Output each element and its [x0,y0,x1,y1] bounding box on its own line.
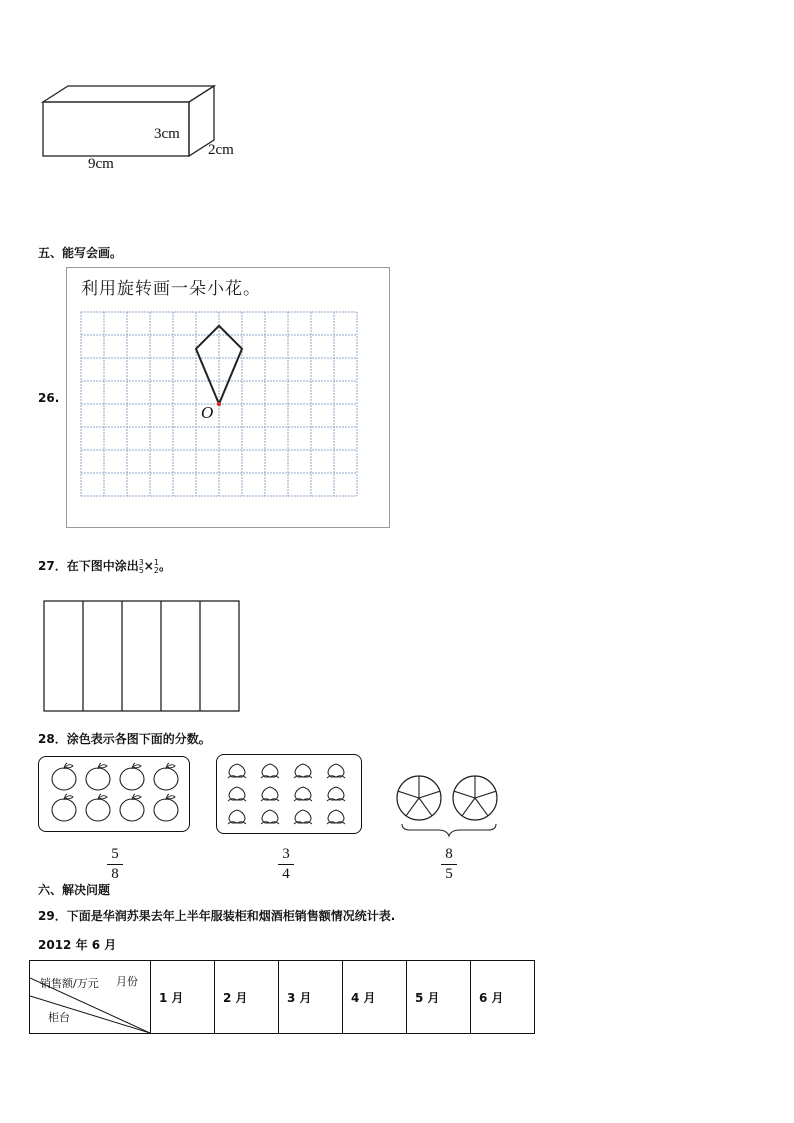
month-4: 4 月 [343,961,407,1034]
apple-leaf-icon [133,796,141,799]
peach-leaf-icon [228,822,246,824]
apple-leaf-icon [99,765,107,768]
apple-leaf-icon [99,796,107,799]
q27-f2-num: 1 [153,557,159,567]
q26-instruction: 利用旋转画一朵小花。 [81,279,261,299]
q29-date: 2012 年 6 月 [38,938,117,952]
apple-leaf-icon [167,796,175,799]
peach-leaf-icon [261,799,279,801]
pie-divider [454,791,475,798]
peach-leaf-icon [294,822,312,824]
apple-icon [154,768,178,790]
q27-shading-rectangle[interactable] [43,600,241,714]
q29-text: 29．下面是华润苏果去年上半年服装柜和烟酒柜销售额情况统计表. [38,909,396,923]
peach-icon [229,810,245,823]
peach-leaf-icon [228,799,246,801]
circles-fraction [439,846,459,883]
peach-icon [328,764,344,777]
peach-icon [328,787,344,800]
apple-icon [52,768,76,790]
pie-divider [475,791,496,798]
header-counter: 柜台 [48,1011,70,1024]
apple-icon [120,799,144,821]
q28-text: 28．涂色表示各图下面的分数。 [38,732,211,746]
table-row [30,961,535,1034]
pie-divider [419,798,432,816]
peach-leaf-icon [327,799,345,801]
apple-icon [120,768,144,790]
circles-numerator: 8 [445,846,453,862]
q27-times: × [143,559,154,573]
peaches-fraction [276,846,296,883]
peach-icon [295,810,311,823]
pie-divider [406,798,419,816]
peach-icon [295,787,311,800]
peach-icon [229,764,245,777]
apples-grid [39,757,189,831]
width-label: 2cm [208,142,234,158]
header-month: 月份 [116,975,138,988]
apples-numerator: 5 [111,846,119,862]
pie-divider [398,791,419,798]
rotation-center-point [217,402,221,406]
peach-leaf-icon [327,776,345,778]
apple-leaf-icon [167,765,175,768]
peach-icon [328,810,344,823]
peach-icon [229,787,245,800]
q26-number: 26. [38,391,60,405]
section-5-title: 五、能写会画。 [38,246,123,260]
peaches-box[interactable] [216,754,362,834]
peaches-grid [217,755,361,833]
circles-figure[interactable] [392,770,502,838]
apple-leaf-icon [133,765,141,768]
q27-text [38,557,171,575]
section-6-title: 六、解决问题 [38,883,111,897]
q27-f1-den: 5 [138,565,144,575]
pie-divider [475,798,488,816]
height-label: 3cm [154,126,180,142]
point-o-label: O [201,403,214,422]
q27-f1-num: 3 [138,557,144,567]
apple-icon [154,799,178,821]
apples-fraction [105,846,125,883]
peaches-denominator: 4 [282,866,290,882]
peach-icon [295,764,311,777]
brace-icon [402,824,496,836]
apple-leaf-icon [65,796,73,799]
length-label: 9cm [88,156,114,172]
sales-table [29,960,535,1034]
peach-icon [262,787,278,800]
month-5: 5 月 [407,961,471,1034]
q27-prefix: 27．在下图中涂出 [38,559,139,573]
peach-icon [262,810,278,823]
month-1: 1 月 [151,961,215,1034]
outer-rectangle [44,601,239,711]
q27-f2-den: 2 [153,565,159,575]
apples-denominator: 8 [111,866,119,882]
apple-icon [86,768,110,790]
peaches-numerator: 3 [282,846,290,862]
pie-divider [462,798,475,816]
apple-leaf-icon [65,765,73,768]
apple-icon [86,799,110,821]
month-2: 2 月 [215,961,279,1034]
peach-leaf-icon [294,776,312,778]
circles-denominator: 5 [445,866,453,882]
cuboid-figure [38,82,258,182]
peach-leaf-icon [294,799,312,801]
apple-icon [52,799,76,821]
peach-leaf-icon [327,822,345,824]
peach-leaf-icon [261,822,279,824]
apples-box[interactable] [38,756,190,832]
month-6: 6 月 [471,961,535,1034]
header-sales: 销售额/万元 [40,977,99,990]
peach-leaf-icon [228,776,246,778]
peach-leaf-icon [261,776,279,778]
pie-divider [419,791,440,798]
rotation-grid [79,310,359,510]
month-3: 3 月 [279,961,343,1034]
q27-suffix: 。 [158,559,171,573]
diagonal-header-cell [30,961,151,1034]
q26-figure [66,267,390,528]
peach-icon [262,764,278,777]
